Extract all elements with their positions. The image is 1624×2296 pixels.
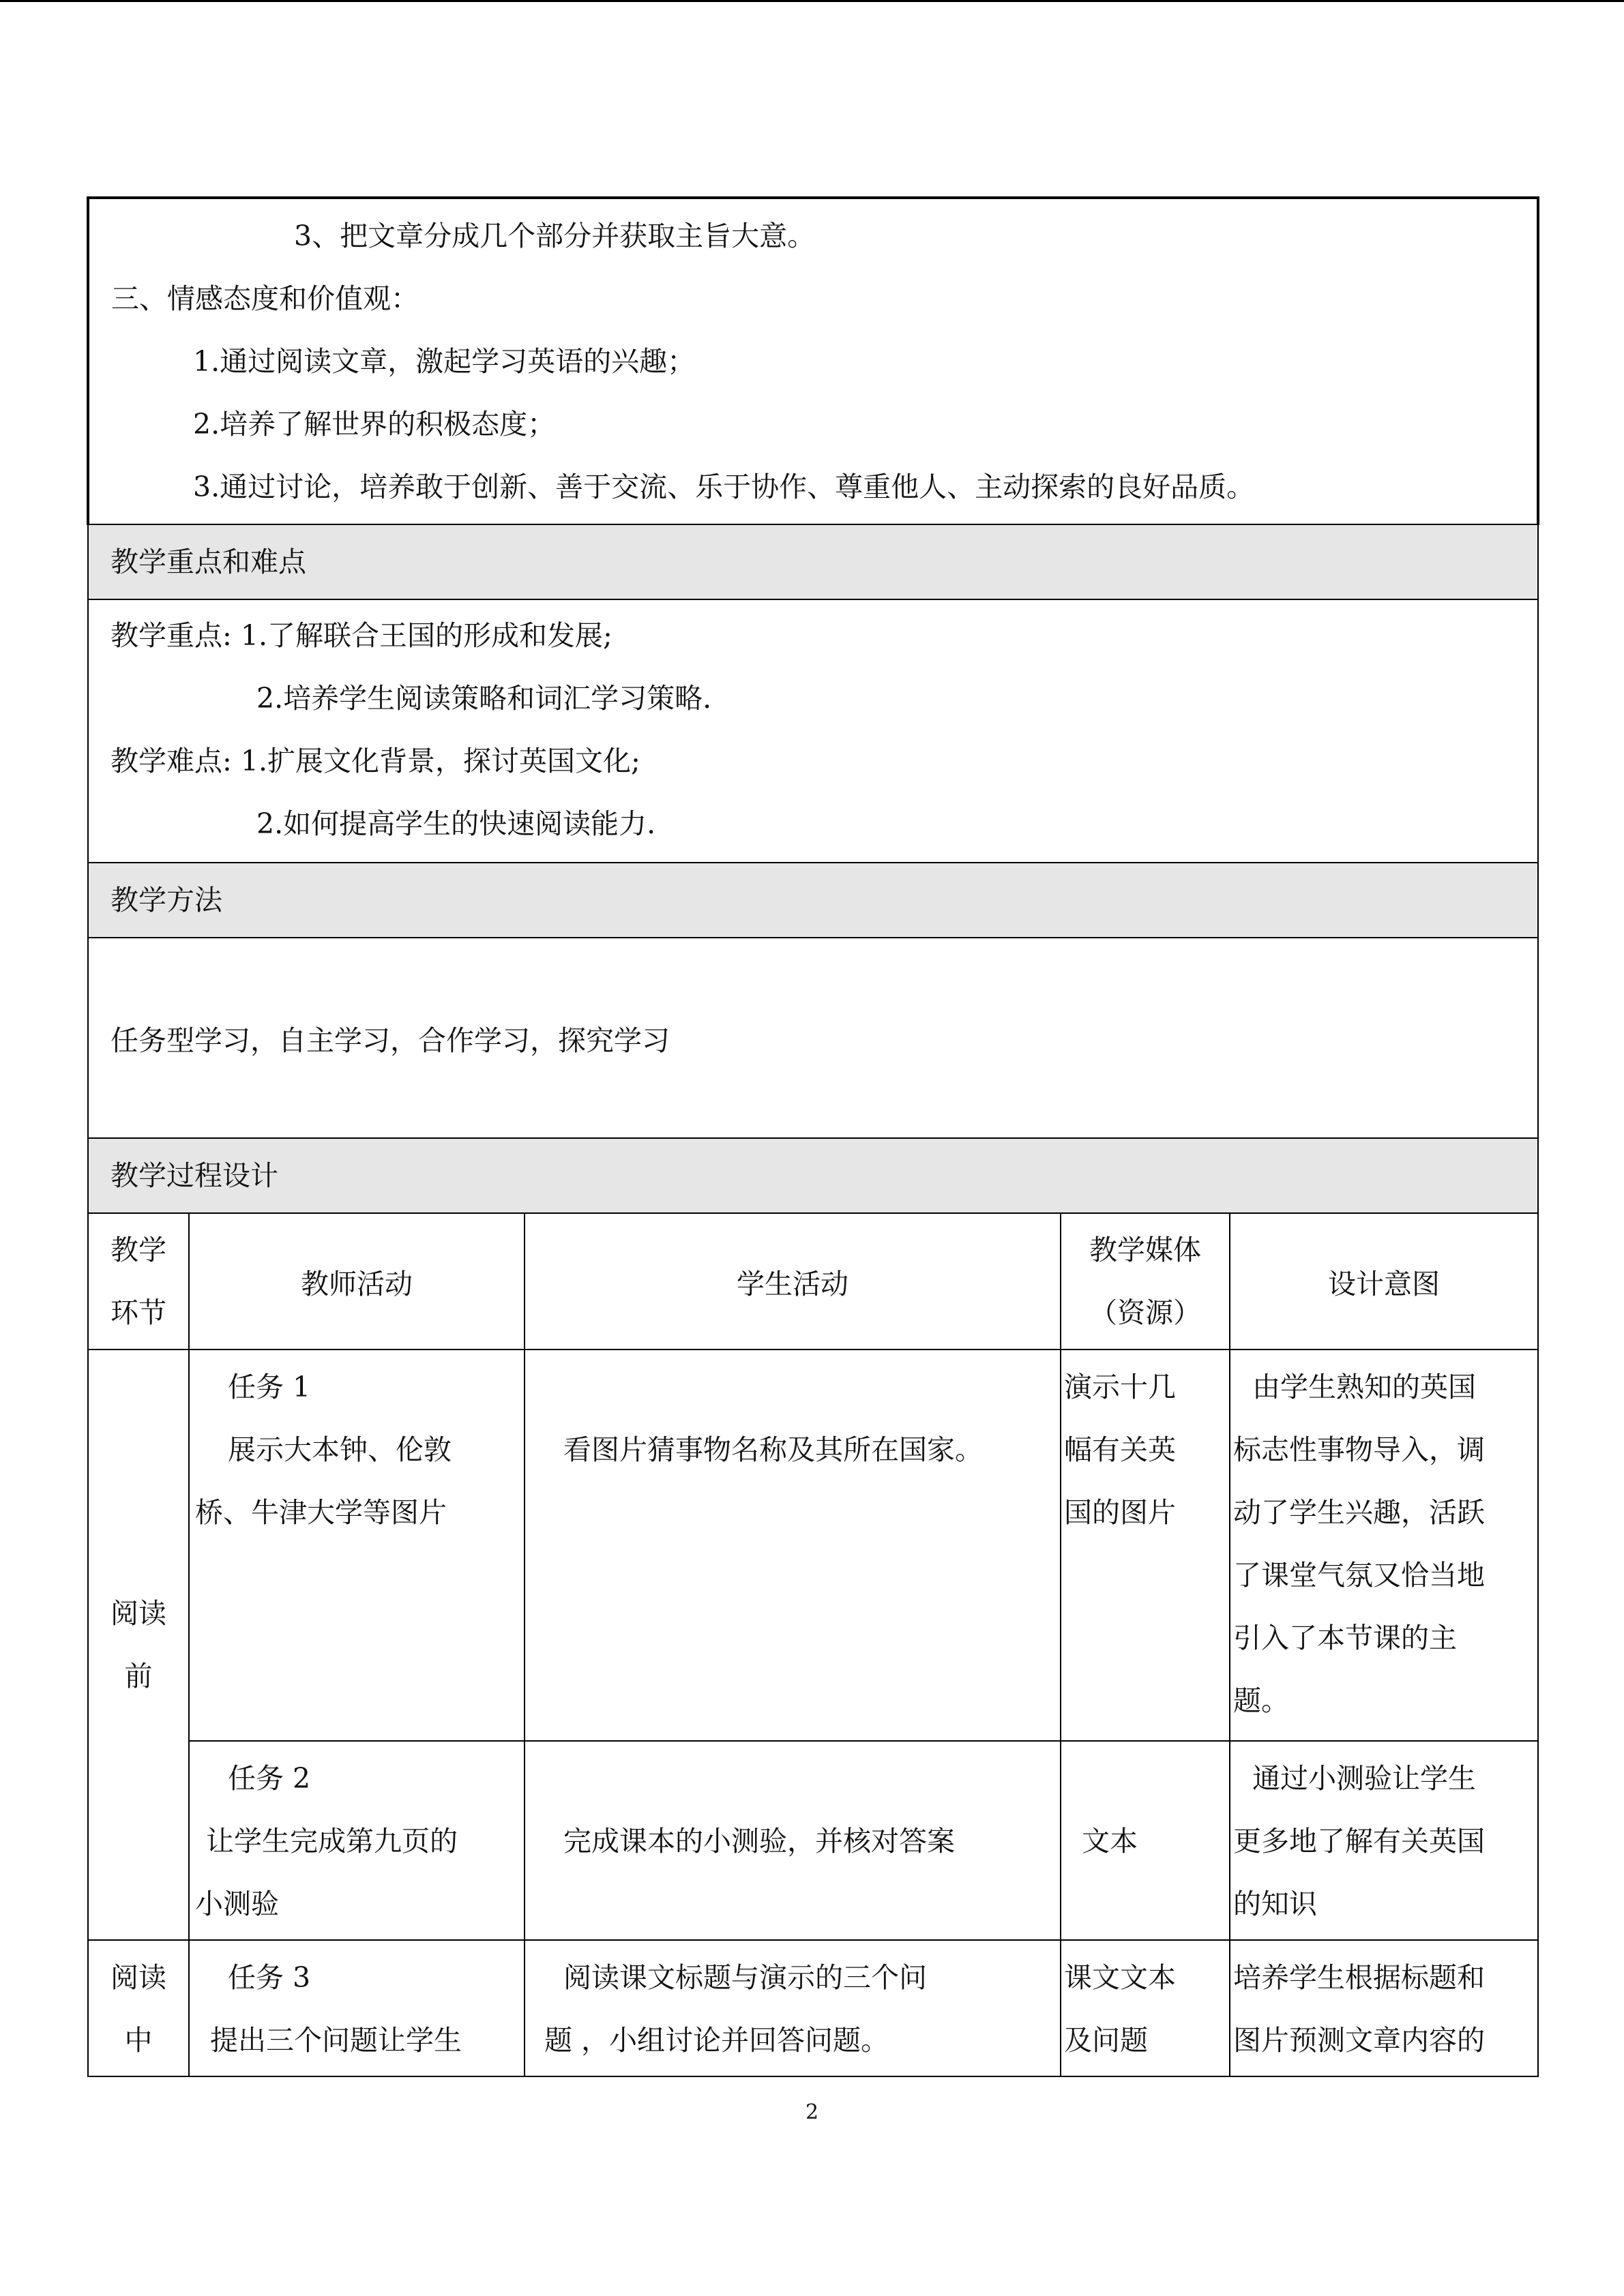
objective-item-3: 3、把文章分成几个部分并获取主旨大意。 <box>294 220 816 252</box>
focus-line-1 <box>89 604 1537 667</box>
methods-content: 任务型学习，自主学习，合作学习，探究学习 <box>110 1024 670 1057</box>
media-1: 演示十几 幅有关英 国的图片 <box>1061 1350 1230 1741</box>
media-3: 课文文本 及问题 <box>1061 1940 1230 2076</box>
purpose-2: 通过小测验让学生 更多地了解有关英国 的知识 <box>1230 1741 1538 1940</box>
task-label-1: 任务 1 <box>228 1371 311 1403</box>
student-activity-1: 看图片猜事物名称及其所在国家。 <box>525 1350 1061 1741</box>
top-rule <box>0 0 1624 2</box>
emotion-item-1: 1.通过阅读文章，激起学习英语的兴趣； <box>193 345 696 378</box>
focus-item-1: 1.了解联合王国的形成和发展; <box>240 619 612 652</box>
methods-header <box>88 863 1538 938</box>
key-points-cell <box>88 599 1538 863</box>
stage-while-reading: 阅读 中 <box>88 1940 189 2076</box>
purpose-1: 由学生熟知的英国 标志性事物导入，调 动了学生兴趣，活跃 了课堂气氛又恰当地 引入了本节课的主 题。 <box>1230 1350 1538 1741</box>
process-title: 教学过程设计 <box>110 1159 278 1192</box>
table-row <box>88 1940 1538 2076</box>
process-column-headers <box>88 1213 1538 1350</box>
purpose-3: 培养学生根据标题和 图片预测文章内容的 <box>1230 1940 1538 2076</box>
page-number: 2 <box>805 2100 819 2124</box>
teacher-activity-1: 任务 1 展示大本钟、伦敦 桥、牛津大学等图片 <box>189 1350 525 1741</box>
focus-label: 教学重点: <box>110 619 232 652</box>
col-student: 学生活动 <box>525 1213 1061 1350</box>
student-activity-3: 阅读课文标题与演示的三个问 题 ，小组讨论并回答问题。 <box>525 1940 1061 2076</box>
media-2: 文本 <box>1061 1741 1230 1940</box>
table-row <box>88 1350 1538 1741</box>
col-purpose: 设计意图 <box>1230 1213 1538 1350</box>
difficulty-item-2: 2.如何提高学生的快速阅读能力. <box>256 807 656 840</box>
teacher-activity-2: 任务 2 让学生完成第九页的 小测验 <box>189 1741 525 1940</box>
key-points-title: 教学重点和难点 <box>110 546 306 578</box>
teacher-activity-3: 任务 3 提出三个问题让学生 <box>189 1940 525 2076</box>
emotion-item-2: 2.培养了解世界的积极态度； <box>193 408 556 441</box>
difficulty-line-1 <box>89 730 1537 792</box>
col-teacher: 教师活动 <box>189 1213 525 1350</box>
difficulty-item-1: 1.扩展文化背景，探讨英国文化; <box>240 745 640 777</box>
difficulty-label: 教学难点: <box>110 745 232 777</box>
stage-pre-reading: 阅读 前 <box>88 1350 189 1940</box>
lesson-plan-page <box>87 196 1537 2077</box>
col-media: 教学媒体 （资源） <box>1061 1213 1230 1350</box>
methods-title: 教学方法 <box>110 884 222 916</box>
key-points-header <box>88 524 1538 599</box>
col-stage: 教学 环节 <box>88 1213 189 1350</box>
focus-item-2: 2.培养学生阅读策略和词汇学习策略. <box>256 682 712 715</box>
table-row <box>88 1741 1538 1940</box>
emotion-item-3: 3.通过讨论，培养敢于创新、善于交流、乐于协作、尊重他人、主动探索的良好品质。 <box>193 471 1255 503</box>
task-label-2: 任务 2 <box>228 1762 311 1795</box>
objectives-cell <box>88 198 1538 524</box>
student-activity-2: 完成课本的小测验，并核对答案 <box>525 1741 1061 1940</box>
emotion-heading: 三、情感态度和价值观： <box>111 282 419 315</box>
process-header <box>88 1138 1538 1213</box>
task-label-3: 任务 3 <box>228 1961 311 1994</box>
lesson-plan-table <box>87 196 1539 2077</box>
methods-cell <box>88 938 1538 1138</box>
